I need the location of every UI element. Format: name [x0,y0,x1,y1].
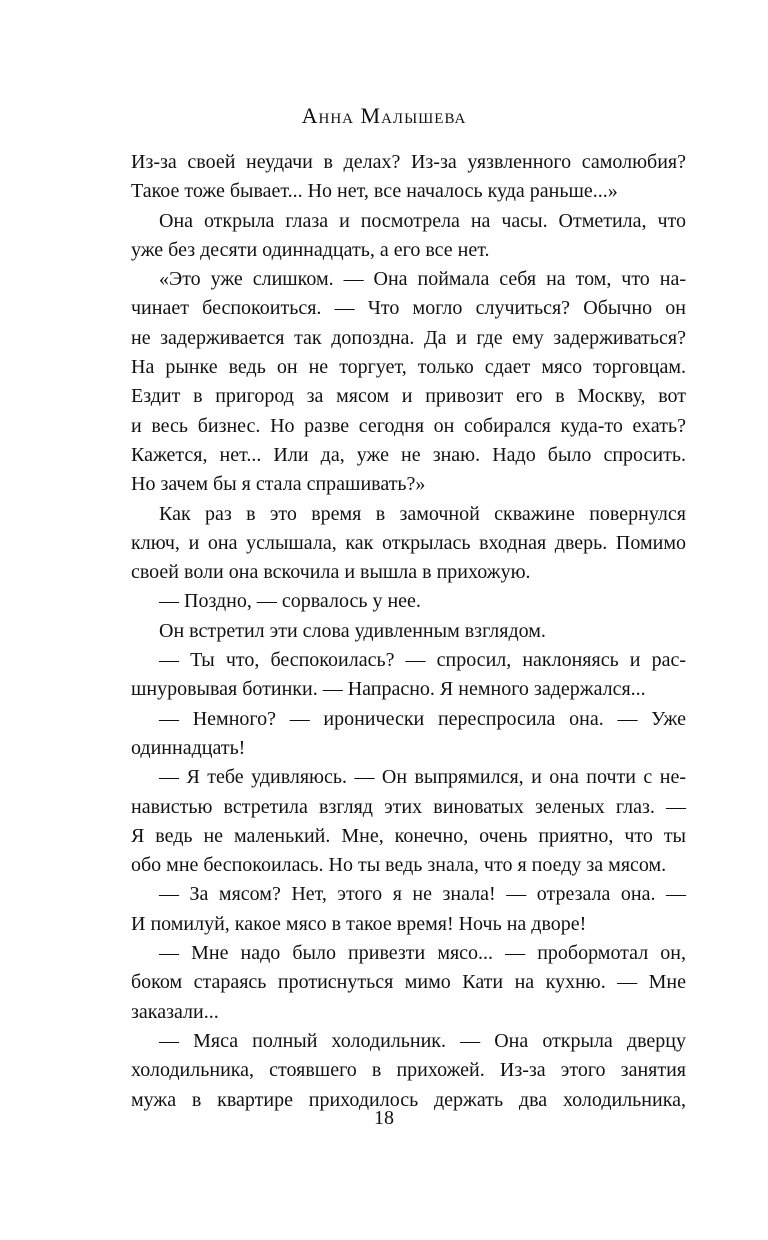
text-line: Такое тоже бывает... Но нет, все началось куда раньше...» [131,180,618,203]
text-line: Но зачем бы я стала спрашивать?» [131,473,426,496]
page-number: 18 [374,1107,394,1129]
text-line: шнуровывая ботинки. — Напрасно. Я немного задержался... [131,678,646,701]
text-line: — Мне надо было привезти мясо... — пробормотал он, [159,942,686,965]
text-line: — Ты что, беспокоилась? — спросил, наклоняясь и рас- [159,649,686,672]
text-line: своей воли она вскочила и вышла в прихожую. [131,561,531,584]
text-line: — Мяса полный холодильник. — Она открыла дверцу [159,1029,686,1052]
text-line: навистью встретила взгляд этих виноватых зеленых глаз. — [131,795,686,818]
text-line: Из-за своей неудачи в делах? Из-за уязвленного самолюбия? [131,151,686,173]
text-line: «Это уже слишком. — Она поймала себя на том, что на- [159,268,686,291]
text-line: мужа в квартире приходилось держать два холодильника, [131,1088,686,1111]
text-line: не задерживается так допоздна. Да и где ему задерживаться? [131,326,686,349]
text-line: Кажется, нет... Или да, уже не знаю. Надо было спросить. [131,443,686,466]
text-line: обо мне беспокоилась. Но ты ведь знала, что я поеду за мясом. [131,854,667,877]
text-line: На рынке ведь он не торгует, только сдает мясо торговцам. [131,356,686,379]
text-line: чинает беспокоиться. — Что могло случиться? Обычно он [131,297,686,320]
text-line: боком стараясь протиснуться мимо Кати на кухню. — Мне [131,971,686,994]
body-text [131,148,686,1115]
text-line: одиннадцать! [131,736,246,759]
text-line: И помилуй, какое мясо в такое время! Ночь на дворе! [131,912,587,935]
text-line: уже без десяти одиннадцать, а его все нет. [131,238,490,261]
text-line: — Я тебе удивляюсь. — Он выпрямился, и она почти с не- [159,766,686,789]
text-line: Я ведь не маленький. Мне, конечно, очень приятно, что ты [131,824,686,847]
text-line: — Немного? — иронически переспросила она. — Уже [159,707,686,730]
text-line: холодильника, стоявшего в прихожей. Из-за этого занятия [131,1059,686,1082]
text-line: — За мясом? Нет, этого я не знала! — отрезала она. — [159,883,686,906]
text-line: Она открыла глаза и посмотрела на часы. Отметила, что [159,209,686,232]
text-line: ключ, и она услышала, как открылась входная дверь. Помимо [131,531,686,554]
text-line: Он встретил эти слова удивленным взглядом. [159,619,546,642]
text-line: Как раз в это время в замочной скважине повернулся [159,502,686,525]
text-line: заказали... [131,1000,219,1023]
text-line: Ездит в пригород за мясом и привозит его в Москву, вот [131,385,686,408]
text-line: — Поздно, — сорвалось у нее. [159,590,421,613]
running-header-author: Анна Малышева [301,103,467,128]
text-line: и весь бизнес. Но разве сегодня он собирался куда-то ехать? [131,414,686,437]
